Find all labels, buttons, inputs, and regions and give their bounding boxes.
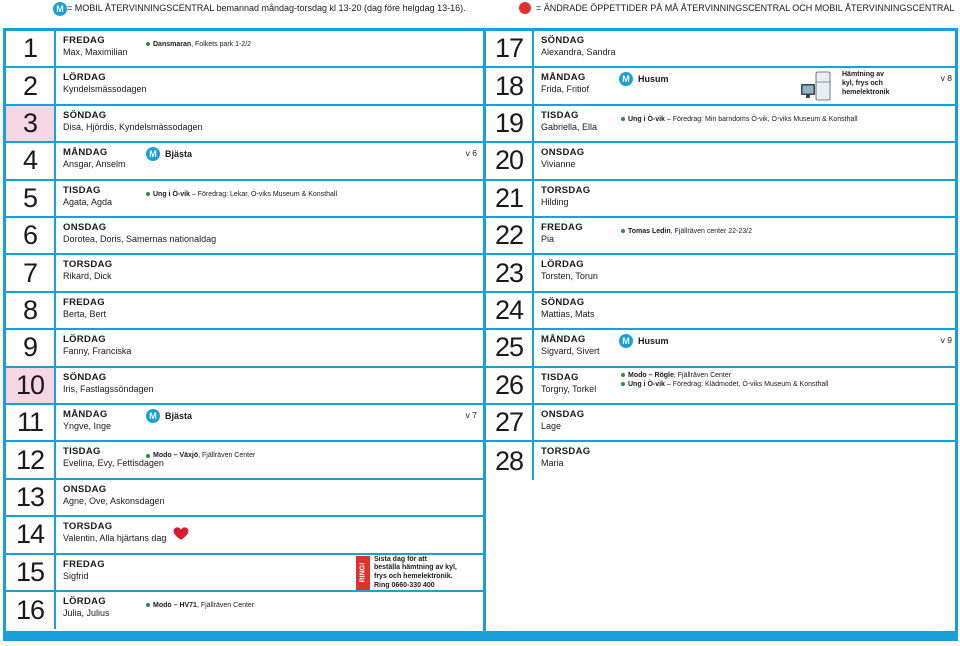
name-day-text: Dorotea, Doris, Samernas nationaldag [63,234,217,244]
date-separator [532,293,534,328]
day-row [486,218,958,255]
name-day-text: Vivianne [541,159,576,170]
name-day-text: Ansgar, Anselm [63,159,126,170]
mobil-badge-icon: M [619,334,633,348]
date-number: 11 [16,407,44,438]
weekday-label: SÖNDAG [63,109,107,121]
name-day-text: Torgny, Torkel [541,383,597,394]
mobile-recycling-station [619,334,669,348]
weekday-label: TORSDAG [63,521,113,533]
ring-note [374,556,457,591]
date-separator [54,106,56,141]
date-separator [54,517,56,552]
name-day-text: Rikard, Dick [63,271,112,282]
day-row [6,181,483,218]
weekday-label: MÅNDAG [541,72,586,84]
event-title: Dansmaran [153,41,192,48]
name-day-text: Hilding [541,196,569,207]
name-day-text: Sigfrid [63,570,89,581]
event-item [146,191,337,198]
date-number: 15 [15,556,45,587]
weekday-label: FREDAG [63,558,105,570]
date-number: 13 [15,481,45,512]
weekday-label: LÖRDAG [541,259,584,271]
event-title: Modo – HV71 [153,602,197,609]
date-number: 24 [494,294,524,325]
week-number: v 9 [940,335,952,346]
name-day-text: Agata, Agda [63,196,113,207]
date-separator [532,330,534,365]
event-details: , Fjällräven Center [198,452,256,460]
event-details: – Föredrag: Klädmodet, Ö-viks Museum & Konsthall [664,380,829,388]
weekday-label: LÖRDAG [63,596,106,607]
event-title: Ung i Ö-vik [628,115,665,123]
name-day-text: Disa, Hjördis, Kyndelsmässodagen [63,121,203,132]
ring-note-line: frys och hemelektronik. [374,573,453,581]
day-row [486,368,958,405]
legend-mobil-text: = MOBIL ÅTERVINNINGSCENTRAL bemannad måndag-torsdag kl 13-20 (dag före helgdag 13-16). [67,3,466,13]
date-number: 16 [15,595,45,626]
date-number: 2 [22,70,38,101]
day-row [6,592,483,629]
day-row [6,31,483,68]
day-row [486,143,958,180]
name-day-text: Valentin, Alla hjärtans dag [63,533,167,544]
date-number: 17 [494,33,524,64]
ring-label: RING! [359,562,367,583]
weekday-label: ONSDAG [541,409,585,420]
date-number: 9 [22,332,38,363]
name-day-text: Sigvard, Sivert [541,346,600,357]
event-details: , Fjällräven Center [673,371,732,379]
date-number: 26 [494,369,524,400]
event-item [621,372,731,379]
weekday-label: MÅNDAG [541,334,586,346]
station-location: Bjästa [165,411,193,421]
event-dot-icon [621,229,625,233]
event-details: – Föredrag: Min barndoms Ö-vik, Ö-viks Museum & Konsthall [664,115,858,123]
day-row [486,106,958,143]
day-row [6,293,483,330]
date-number: 23 [494,257,524,288]
date-separator [54,218,56,253]
day-row [6,368,483,405]
name-day-text: Julia, Julius [63,608,110,618]
event-dot-icon [621,382,625,386]
date-number: 21 [494,182,524,213]
event-dot-icon [146,603,150,607]
event-dot-icon [146,42,150,46]
legend-changed-hours-text: = ÄNDRADE ÖPPETTIDER PÅ MÅ ÅTERVINNINGSCENTRAL OCH MOBIL ÅTERVINNINGSCENTRAL [536,3,955,13]
weekday-label: FREDAG [63,296,105,308]
day-row [486,330,958,367]
weekday-label: ONSDAG [541,147,585,159]
week-number: v 7 [465,410,477,420]
event-item [621,381,828,388]
date-number: 20 [494,145,524,176]
legend-bar [0,0,960,22]
weekday-label: ONSDAG [63,222,107,233]
name-day-text: Pia [541,234,555,244]
day-row [6,68,483,105]
date-number: 27 [494,407,524,438]
event-dot-icon [621,373,625,377]
date-number: 8 [22,294,38,325]
date-separator [532,368,534,403]
event-dot-icon [621,117,625,121]
day-row [486,31,958,68]
weekday-label: MÅNDAG [63,147,108,159]
date-separator [54,368,56,403]
date-number: 4 [22,145,38,176]
date-separator [54,480,56,515]
day-row [6,143,483,180]
event-details: , Fjällräven Center [196,602,255,609]
day-row [6,255,483,292]
date-separator [54,68,56,103]
name-day-text: Torsten, Torun [541,271,598,282]
date-number: 6 [22,220,38,251]
date-number: 7 [22,257,38,288]
mobile-recycling-station [146,409,192,423]
date-number: 3 [6,106,54,141]
date-separator [532,218,534,253]
name-day-text: Frida, Fritiof [541,84,590,95]
date-separator [54,255,56,290]
name-day-text: Maria [541,458,564,469]
weekday-label: TISDAG [541,109,579,121]
heart-icon [172,524,190,542]
fridge-note-line: hemelektronik [842,88,890,96]
mobile-recycling-station [146,147,192,161]
date-separator [54,442,56,477]
day-row [6,330,483,367]
calendar-grid [3,28,958,641]
station-location: Husum [638,74,669,85]
event-item [621,228,752,235]
event-item [146,41,251,48]
ring-note-line: beställa hämtning av kyl, [374,564,457,572]
day-row [6,555,483,592]
week-number: v 6 [465,148,477,159]
weekday-label: ONSDAG [63,483,107,495]
date-separator [532,255,534,290]
weekday-label: SÖNDAG [541,296,585,308]
date-separator [532,405,534,440]
event-item [146,452,255,459]
date-number: 1 [22,33,38,64]
date-separator [532,31,534,66]
mobil-badge-icon: M [53,2,67,16]
name-day-text: Agne, Ove, Askonsdagen [63,495,165,506]
mobile-recycling-station [619,72,669,86]
fridge-pickup-note [842,71,889,97]
date-separator [54,555,56,590]
date-separator [532,442,534,479]
name-day-text: Kyndelsmässodagen [63,84,147,95]
date-number: 10 [6,368,54,403]
date-number: 5 [22,182,38,213]
mobil-badge-icon: M [146,409,160,423]
weekday-label: TORSDAG [63,259,113,271]
event-item [146,602,254,609]
weekday-label: TISDAG [541,371,579,383]
event-dot-icon [146,192,150,196]
date-separator [54,181,56,216]
name-day-text: Berta, Bert [63,308,107,319]
day-row [6,517,483,554]
weekday-label: SÖNDAG [63,371,107,383]
fridge-note-line: Hämtning av [842,71,885,79]
date-number: 19 [494,107,524,138]
date-separator [532,106,534,141]
date-separator [54,293,56,328]
day-row [486,442,958,479]
date-number: 18 [494,70,524,101]
event-details: , Folkets park 1-2/2 [191,41,252,48]
fridge-note-line: kyl, frys och [842,80,883,88]
event-title: Modo – Växjö [153,452,199,460]
day-row [6,106,483,143]
red-dot-icon [519,2,531,14]
name-day-text: Gabriella, Ella [541,121,598,132]
weekday-label: TISDAG [63,184,101,196]
name-day-text: Yngve, Inge [63,421,112,431]
event-title: Ung i Ö-vik [628,380,665,388]
fridge-icon [799,70,839,102]
date-separator [54,143,56,178]
event-title: Tomas Ledin [628,228,671,235]
date-number: 28 [494,445,524,476]
weekday-label: TISDAG [63,446,101,458]
date-separator [54,330,56,365]
event-details: – Föredrag: Lekar, Ö-viks Museum & Konsthall [189,190,338,198]
name-day-text: Max, Maximilian [63,47,128,57]
mobil-badge-icon: M [619,72,633,86]
date-separator [532,143,534,178]
event-title: Modo – Rögle [628,371,674,379]
name-day-text: Alexandra, Sandra [541,47,616,57]
event-details: , Fjällräven center 22-23/2 [670,228,752,235]
day-row [6,405,483,442]
day-row [6,480,483,517]
day-row [6,218,483,255]
event-title: Ung i Ö-vik [153,190,190,198]
name-day-text: Lage [541,421,562,431]
weekday-label: FREDAG [63,35,105,46]
date-separator [54,31,56,66]
name-day-text: Mattias, Mats [541,308,595,319]
event-dot-icon [146,454,150,458]
day-row [6,442,483,479]
day-row [486,293,958,330]
name-day-text: Iris, Fastlagssöndagen [63,383,154,394]
mobil-badge-icon: M [146,147,160,161]
weekday-label: TORSDAG [541,446,591,458]
station-location: Husum [638,336,669,347]
date-separator [532,181,534,216]
day-row [486,405,958,442]
ring-badge [356,556,370,590]
weekday-label: TORSDAG [541,184,591,196]
station-location: Bjästa [165,149,193,160]
name-day-text: Evelina, Evy, Fettisdagen [63,458,164,469]
date-number: 22 [494,220,524,251]
ring-note-line: Ring 0660-330 400 [374,581,435,589]
weekday-label: MÅNDAG [63,409,108,420]
weekday-label: LÖRDAG [63,72,106,84]
weekday-label: FREDAG [541,222,583,233]
date-separator [532,68,534,103]
ring-note-line: Sista dag för att [374,555,427,563]
week-number: v 8 [940,73,952,84]
date-separator [54,405,56,440]
event-item [621,116,858,123]
day-row [486,68,958,105]
day-row [486,255,958,292]
name-day-text: Fanny, Franciska [63,346,132,357]
date-number: 14 [15,519,45,550]
date-number: 25 [494,332,524,363]
date-separator [54,592,56,629]
weekday-label: SÖNDAG [541,35,585,46]
weekday-label: LÖRDAG [63,334,106,346]
day-row [486,181,958,218]
date-number: 12 [15,444,45,475]
